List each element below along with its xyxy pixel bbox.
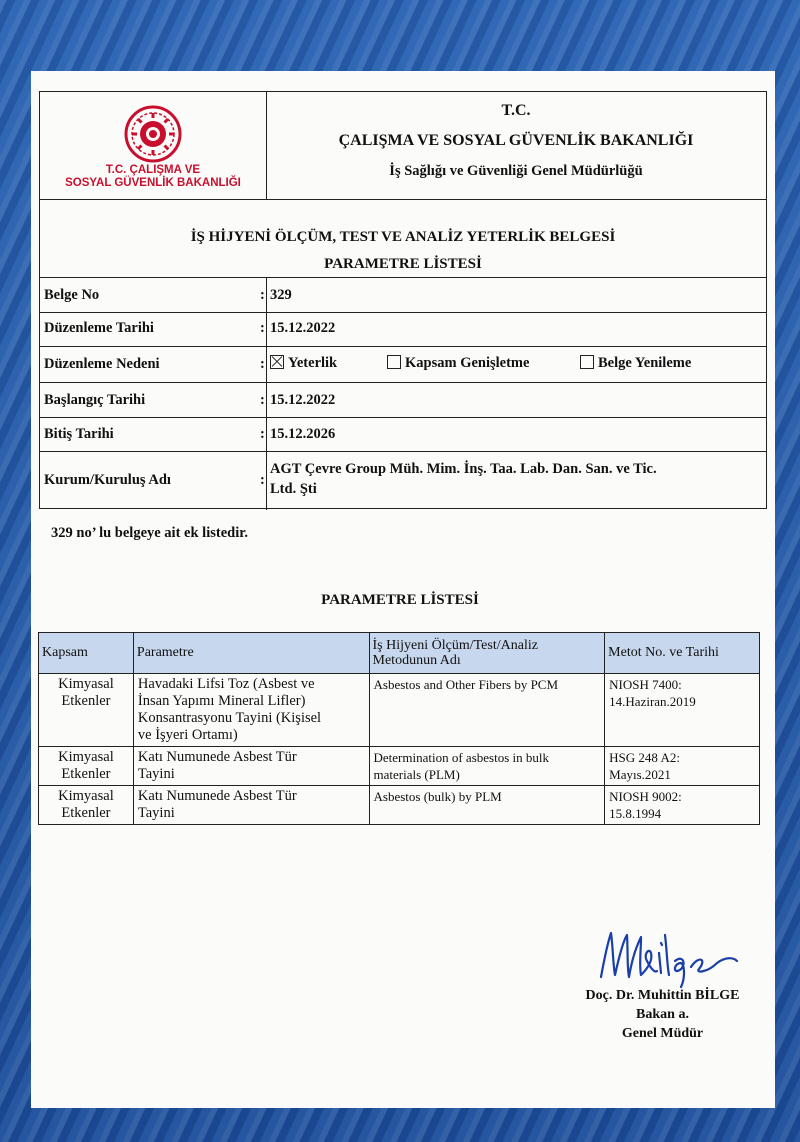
parameter-list-title: PARAMETRE LİSTESİ — [321, 592, 479, 608]
metod-header-line2: Metodunun Adı — [372, 653, 461, 668]
duzenleme-tarihi-colon: : — [260, 320, 265, 336]
duzenleme-nedeni-label: Düzenleme Nedeni — [44, 356, 160, 372]
signatory-on-behalf: Bakan a. — [636, 1007, 689, 1022]
kurum-colon: : — [260, 472, 265, 488]
baslangic-tarihi-label: Başlangıç Tarihi — [44, 392, 146, 408]
table-row — [39, 747, 760, 786]
ministry-logo — [40, 92, 266, 199]
checkbox-kapsam-genisletme[interactable] — [387, 355, 529, 372]
metot-no-cell: NIOSH 7400: 14.Haziran.2019 — [605, 674, 760, 747]
table-row — [39, 786, 760, 825]
logo-text-line2: SOSYAL GÜVENLİK BAKANLIĞI — [65, 177, 241, 189]
parametre-cell: Havadaki Lifsi Toz (Asbest ve İnsan Yapımı Mineral Lifler) Konsantrasyonu Tayini (Kişisel ve İşyeri Ortamı) — [133, 674, 369, 747]
handwritten-signature — [595, 925, 755, 995]
col-header-metot-no: Metot No. ve Tarihi — [605, 633, 760, 674]
option-label-yenileme: Belge Yenileme — [598, 355, 692, 371]
logo-text-line1: T.C. ÇALIŞMA VE — [105, 164, 201, 176]
kapsam-cell: Kimyasal Etkenler — [39, 747, 134, 786]
duzenleme-tarihi-label: Düzenleme Tarihi — [44, 320, 154, 336]
parametre-cell: Katı Numunede Asbest Tür Tayini — [133, 747, 369, 786]
kurum-label: Kurum/Kuruluş Adı — [44, 472, 171, 488]
header-directorate: İş Sağlığı ve Güvenliği Genel Müdürlüğü — [389, 163, 643, 179]
duzenleme-nedeni-colon: : — [260, 356, 265, 372]
option-label-yeterlik: Yeterlik — [288, 355, 338, 371]
kapsam-cell: Kimyasal Etkenler — [39, 786, 134, 825]
metod-cell: Asbestos (bulk) by PLM — [369, 786, 605, 825]
belge-no-value: 329 — [270, 287, 292, 303]
bitis-tarihi-colon: : — [260, 426, 265, 442]
col-header-metod — [369, 633, 605, 674]
col-header-parametre: Parametre — [133, 633, 369, 674]
kurum-value-line2: Ltd. Şti — [270, 481, 317, 497]
checkbox-yeterlik[interactable] — [270, 355, 337, 371]
table-row — [39, 674, 760, 747]
checkbox-empty-icon — [580, 355, 594, 369]
kurum-value-line1: AGT Çevre Group Müh. Mim. İnş. Taa. Lab. Dan. San. ve Tic. — [270, 461, 657, 477]
kapsam-cell: Kimyasal Etkenler — [39, 674, 134, 747]
metod-cell: Asbestos and Other Fibers by PCM — [369, 674, 605, 747]
document-title: İŞ HİJYENİ ÖLÇÜM, TEST VE ANALİZ YETERLİK BELGESİ — [190, 229, 616, 245]
metod-header-line1: İş Hijyeni Ölçüm/Test/Analiz — [372, 638, 538, 653]
ministry-seal-icon — [123, 104, 183, 164]
option-label-kapsam: Kapsam Genişletme — [405, 355, 530, 371]
header-tc: T.C. — [501, 102, 531, 119]
checkbox-belge-yenileme[interactable] — [580, 355, 691, 372]
parametre-cell: Katı Numunede Asbest Tür Tayini — [133, 786, 369, 825]
header-ministry: ÇALIŞMA VE SOSYAL GÜVENLİK BAKANLIĞI — [338, 132, 694, 149]
checkbox-checked-icon — [270, 355, 284, 369]
metot-no-cell: NIOSH 9002: 15.8.1994 — [605, 786, 760, 825]
baslangic-tarihi-value: 15.12.2022 — [270, 392, 336, 408]
annex-note: 329 no’ lu belgeye ait ek listedir. — [51, 525, 248, 541]
table-header-row — [39, 633, 760, 674]
parameter-table — [38, 632, 760, 825]
metod-cell: Determination of asbestos in bulk materials (PLM) — [369, 747, 605, 786]
belge-no-colon: : — [260, 287, 265, 303]
bitis-tarihi-value: 15.12.2026 — [270, 426, 336, 442]
signatory-title: Genel Müdür — [621, 1026, 704, 1041]
checkbox-empty-icon — [387, 355, 401, 369]
bitis-tarihi-label: Bitiş Tarihi — [44, 426, 114, 442]
belge-no-label: Belge No — [44, 287, 100, 303]
duzenleme-tarihi-value: 15.12.2022 — [270, 320, 336, 336]
signatory-name: Doç. Dr. Muhittin BİLGE — [585, 988, 740, 1003]
baslangic-tarihi-colon: : — [260, 392, 265, 408]
metot-no-cell: HSG 248 A2: Mayıs.2021 — [605, 747, 760, 786]
col-header-kapsam: Kapsam — [39, 633, 134, 674]
duzenleme-nedeni-options — [270, 355, 692, 372]
document-subtitle: PARAMETRE LİSTESİ — [324, 256, 482, 272]
certificate-header-frame — [39, 91, 767, 509]
